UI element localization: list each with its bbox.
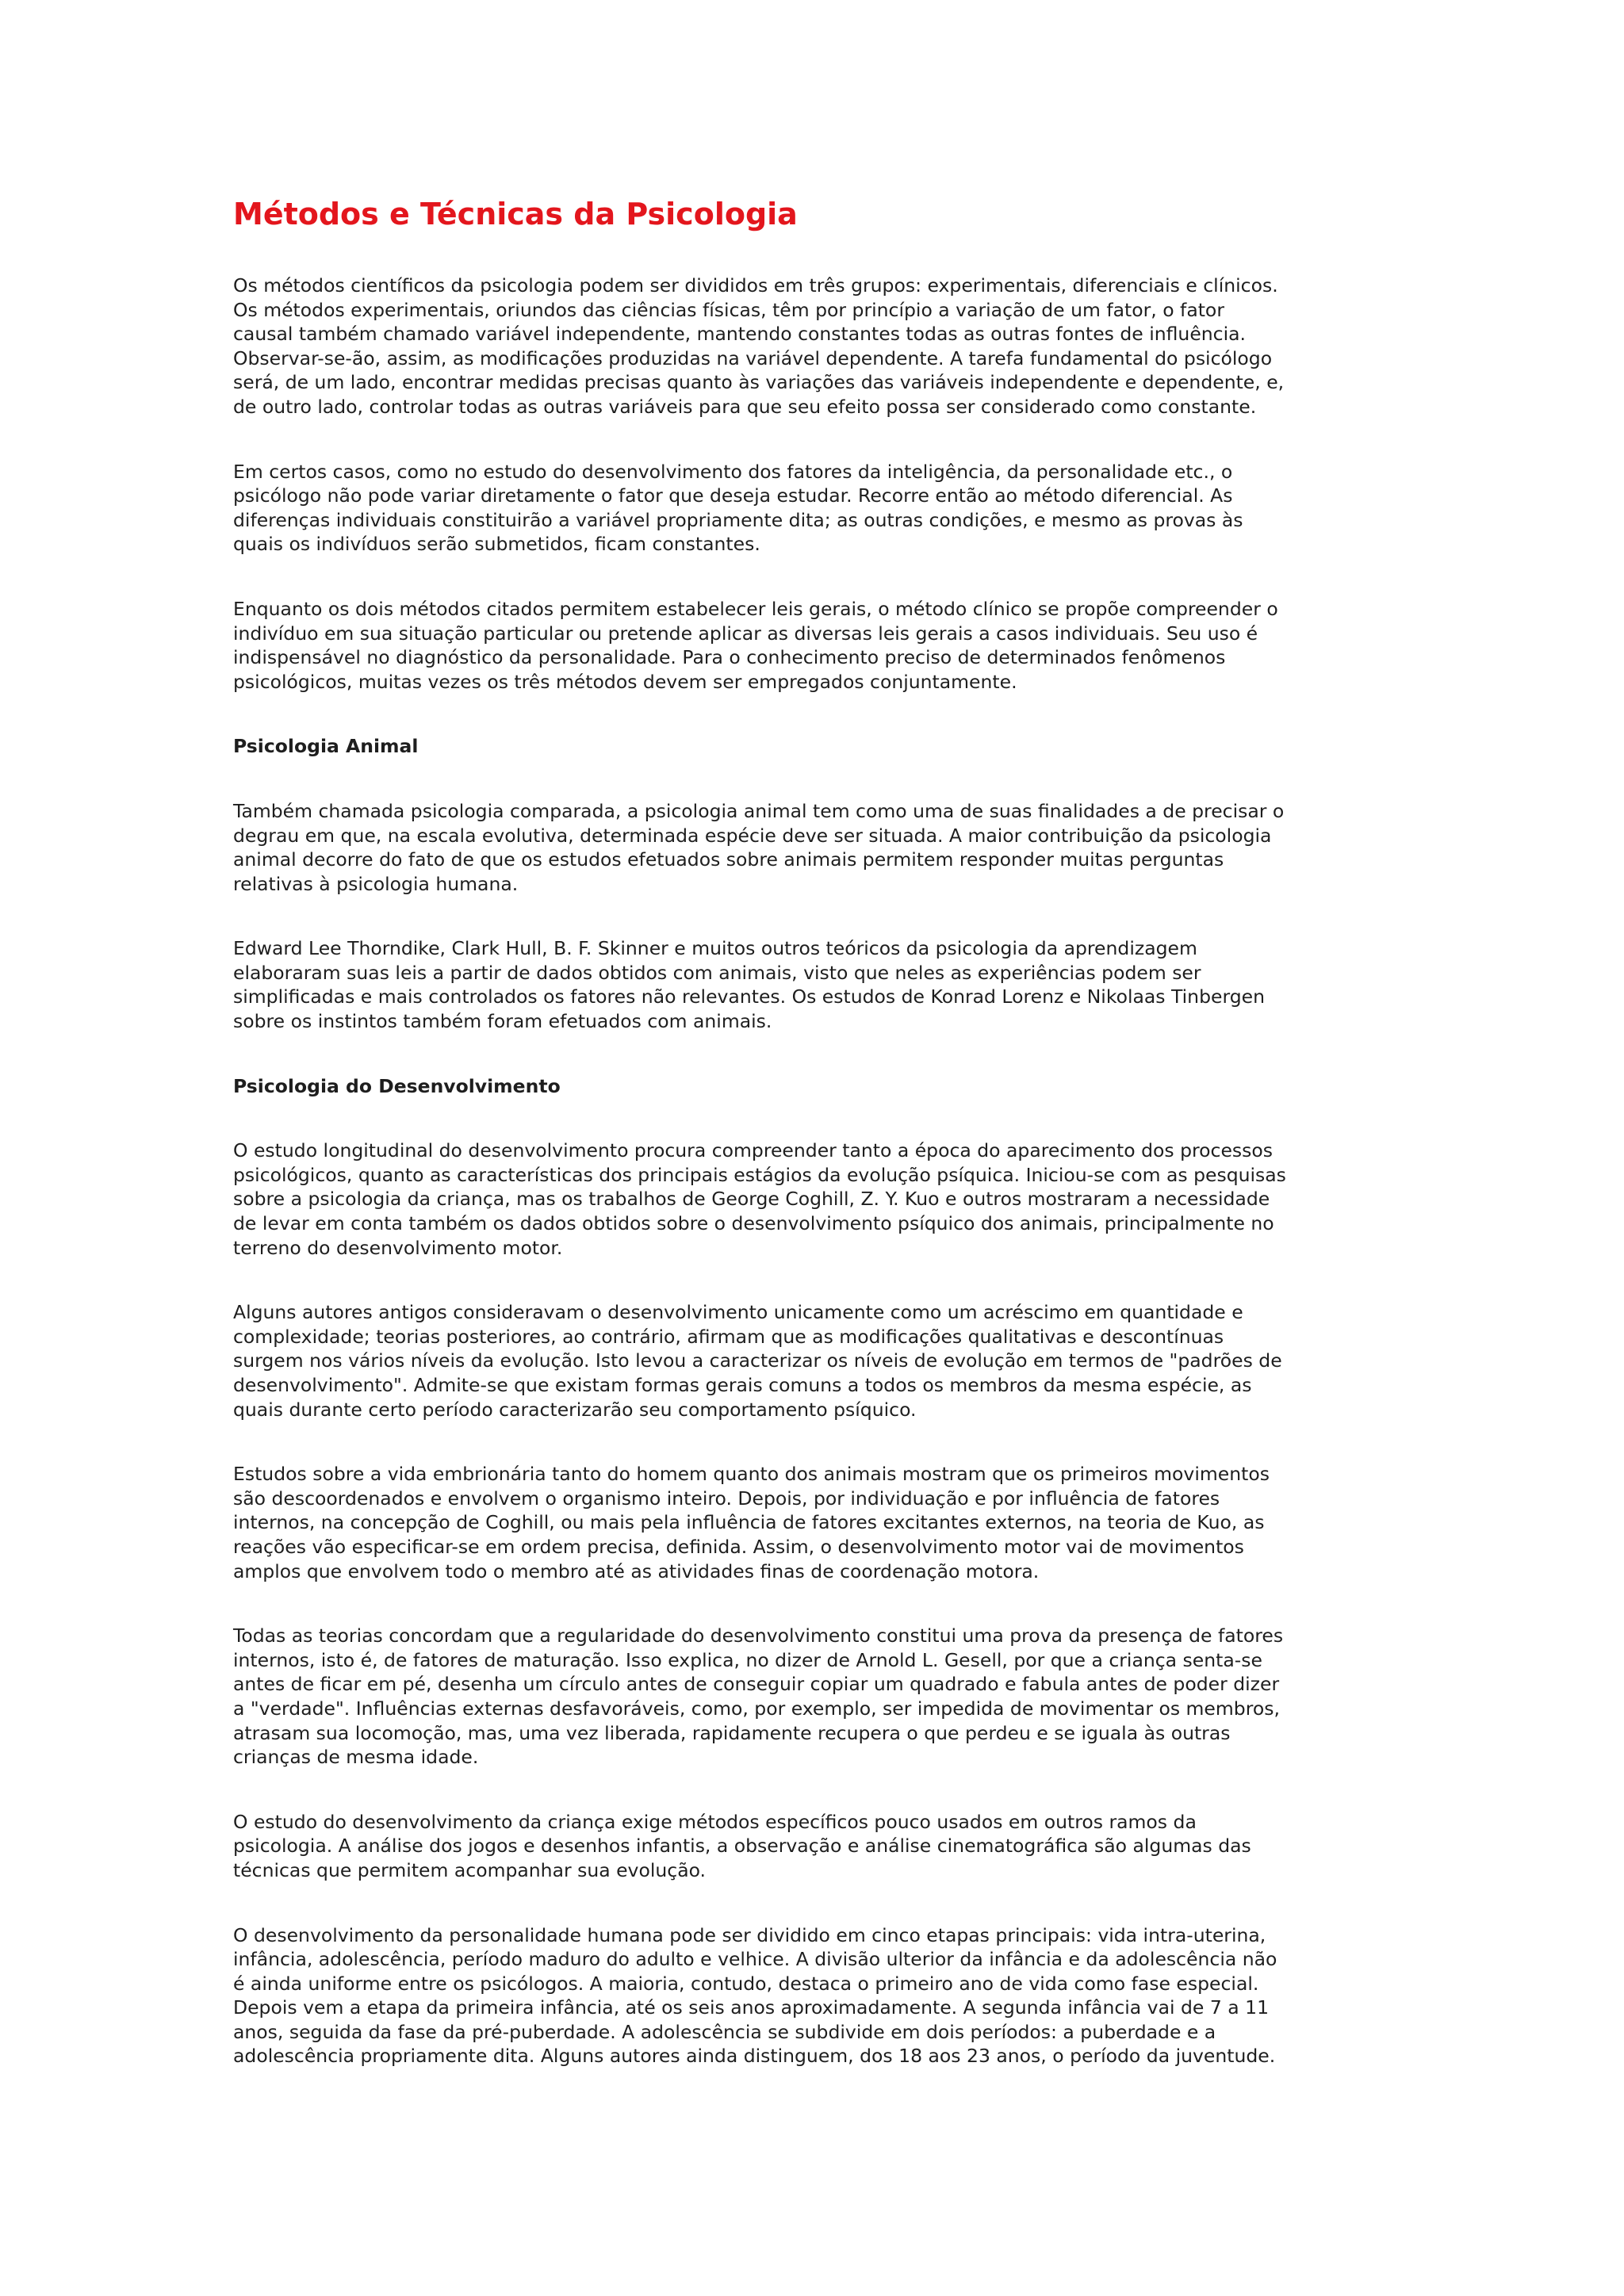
text-line: de levar em conta também os dados obtidos sobre o desenvolvimento psíquico dos animais, principalmente no <box>233 1212 1274 1235</box>
paragraph <box>233 1923 1624 2069</box>
text-line: indivíduo em sua situação particular ou pretende aplicar as diversas leis gerais a casos individuais. Seu uso é <box>233 622 1258 645</box>
text-line: antes de ficar em pé, desenha um círculo antes de conseguir copiar um quadrado e fabula antes de poder dizer <box>233 1673 1280 1696</box>
text-line: Os métodos experimentais, oriundos das ciências físicas, têm por princípio a variação de um fator, o fator <box>233 298 1224 321</box>
paragraph <box>233 1624 1624 1770</box>
text-line: sobre a psicologia da criança, mas os trabalhos de George Coghill, Z. Y. Kuo e outros mostraram a necessidade <box>233 1188 1270 1211</box>
text-line: O desenvolvimento da personalidade humana pode ser dividido em cinco etapas principais: vida intra-uterina, <box>233 1923 1266 1946</box>
text-line: sobre os instintos também foram efetuados com animais. <box>233 1010 772 1033</box>
text-line: elaboraram suas leis a partir de dados obtidos com animais, visto que neles as experiências podem ser <box>233 961 1201 984</box>
document-title: Métodos e Técnicas da Psicologia <box>233 197 798 232</box>
text-line: surgem nos vários níveis da evolução. Isto levou a caracterizar os níveis de evolução em termos de "padrões de <box>233 1349 1282 1372</box>
text-line: causal também chamado variável independente, mantendo constantes todas as outras fontes de influência. <box>233 323 1246 346</box>
text-line: degrau em que, na escala evolutiva, determinada espécie deve ser situada. A maior contribuição da psicologia <box>233 824 1272 847</box>
text-line: Em certos casos, como no estudo do desenvolvimento dos fatores da inteligência, da personalidade etc., o <box>233 460 1233 483</box>
text-line: O estudo do desenvolvimento da criança exige métodos específicos pouco usados em outros ramos da <box>233 1810 1197 1833</box>
text-line: anos, seguida da fase da pré-puberdade. A adolescência se subdivide em dois períodos: a puberdade e a <box>233 2020 1216 2043</box>
text-line: Os métodos científicos da psicologia podem ser divididos em três grupos: experimentais, diferenciais e clínicos. <box>233 274 1278 297</box>
text-line: indispensável no diagnóstico da personalidade. Para o conhecimento preciso de determinados fenômenos <box>233 646 1226 669</box>
section-heading-animal: Psicologia Animal <box>233 735 419 758</box>
text-line: será, de um lado, encontrar medidas precisas quanto às variações das variáveis independente e dependente, e, <box>233 371 1285 394</box>
section-heading-development: Psicologia do Desenvolvimento <box>233 1074 561 1097</box>
text-line: quais os indivíduos serão submetidos, ficam constantes. <box>233 533 760 556</box>
text-line: Enquanto os dois métodos citados permitem estabelecer leis gerais, o método clínico se propõe compreender o <box>233 597 1278 620</box>
text-line: amplos que envolvem todo o membro até as atividades finas de coordenação motora. <box>233 1559 1040 1582</box>
text-line: Todas as teorias concordam que a regularidade do desenvolvimento constitui uma prova da presença de fatores <box>233 1624 1284 1647</box>
text-line: Depois vem a etapa da primeira infância, até os seis anos aproximadamente. A segunda infância vai de 7 a 11 <box>233 1996 1270 2019</box>
text-line: Alguns autores antigos consideravam o desenvolvimento unicamente como um acréscimo em quantidade e <box>233 1301 1243 1324</box>
text-line: psicólogo não pode variar diretamente o fator que deseja estudar. Recorre então ao método diferencial. As <box>233 484 1233 507</box>
text-line: animal decorre do fato de que os estudos efetuados sobre animais permitem responder muitas perguntas <box>233 848 1224 871</box>
paragraph <box>233 936 1624 1033</box>
paragraph-differential-method <box>233 460 1624 557</box>
text-line: a "verdade". Influências externas desfavoráveis, como, por exemplo, ser impedida de movimentar os membros, <box>233 1697 1280 1720</box>
text-line: Observar-se-ão, assim, as modificações produzidas na variável dependente. A tarefa fundamental do psicólogo <box>233 346 1273 369</box>
text-line: adolescência propriamente dita. Alguns autores ainda distinguem, dos 18 aos 23 anos, o período da juventude. <box>233 2045 1276 2068</box>
text-line: quais durante certo período caracterizarão seu comportamento psíquico. <box>233 1398 917 1421</box>
text-line: complexidade; teorias posteriores, ao contrário, afirmam que as modificações qualitativas e descontínuas <box>233 1325 1224 1348</box>
text-line: psicologia. A análise dos jogos e desenhos infantis, a observação e análise cinematográfica são algumas das <box>233 1835 1251 1858</box>
paragraph <box>233 799 1624 896</box>
text-line: são descoordenados e envolvem o organismo inteiro. Depois, por individuação e por influência de fatores <box>233 1487 1220 1510</box>
text-line: diferenças individuais constituirão a variável propriamente dita; as outras condições, e mesmo as provas às <box>233 508 1243 531</box>
text-line: Edward Lee Thorndike, Clark Hull, B. F. Skinner e muitos outros teóricos da psicologia da aprendizagem <box>233 937 1197 960</box>
text-line: Estudos sobre a vida embrionária tanto do homem quanto dos animais mostram que os primeiros movimentos <box>233 1463 1270 1486</box>
text-line: desenvolvimento". Admite-se que existam formas gerais comuns a todos os membros da mesma espécie, as <box>233 1374 1252 1396</box>
text-line: crianças de mesma idade. <box>233 1746 479 1769</box>
paragraph <box>233 1138 1624 1260</box>
text-line: Também chamada psicologia comparada, a psicologia animal tem como uma de suas finalidades a de precisar o <box>233 799 1285 822</box>
text-line: internos, na concepção de Coghill, ou mais pela influência de fatores excitantes externos, na teoria de Kuo, as <box>233 1511 1265 1534</box>
paragraph <box>233 1300 1624 1422</box>
text-line: técnicas que permitem acompanhar sua evolução. <box>233 1858 707 1881</box>
paragraph <box>233 1810 1624 1883</box>
text-line: de outro lado, controlar todas as outras variáveis para que seu efeito possa ser considerado como constante. <box>233 395 1257 418</box>
text-line: reações vão especificar-se em ordem precisa, definida. Assim, o desenvolvimento motor vai de movimentos <box>233 1535 1244 1558</box>
text-line: psicológicos, quanto as características dos principais estágios da evolução psíquica. Iniciou-se com as pesquisas <box>233 1163 1286 1186</box>
paragraph <box>233 1462 1624 1583</box>
text-line: O estudo longitudinal do desenvolvimento procura compreender tanto a época do aparecimento dos processos <box>233 1139 1274 1162</box>
text-line: internos, isto é, de fatores de maturação. Isso explica, no dizer de Arnold L. Gesell, por que a criança senta-se <box>233 1648 1262 1671</box>
text-line: atrasam sua locomoção, mas, uma vez liberada, rapidamente recupera o que perdeu e se iguala às outras <box>233 1721 1231 1744</box>
text-line: simplificadas e mais controlados os fatores não relevantes. Os estudos de Konrad Lorenz e Nikolaas Tinbergen <box>233 985 1265 1008</box>
text-line: terreno do desenvolvimento motor. <box>233 1236 563 1259</box>
paragraph-methods-groups <box>233 274 1624 419</box>
text-line: psicológicos, muitas vezes os três métodos devem ser empregados conjuntamente. <box>233 670 1017 693</box>
text-line: relativas à psicologia humana. <box>233 872 519 895</box>
text-line: infância, adolescência, período maduro do adulto e velhice. A divisão ulterior da infância e da adolescência não <box>233 1948 1277 1971</box>
text-line: é ainda uniforme entre os psicólogos. A maioria, contudo, destaca o primeiro ano de vida como fase especial. <box>233 1972 1259 1995</box>
paragraph-clinical-method <box>233 597 1624 694</box>
